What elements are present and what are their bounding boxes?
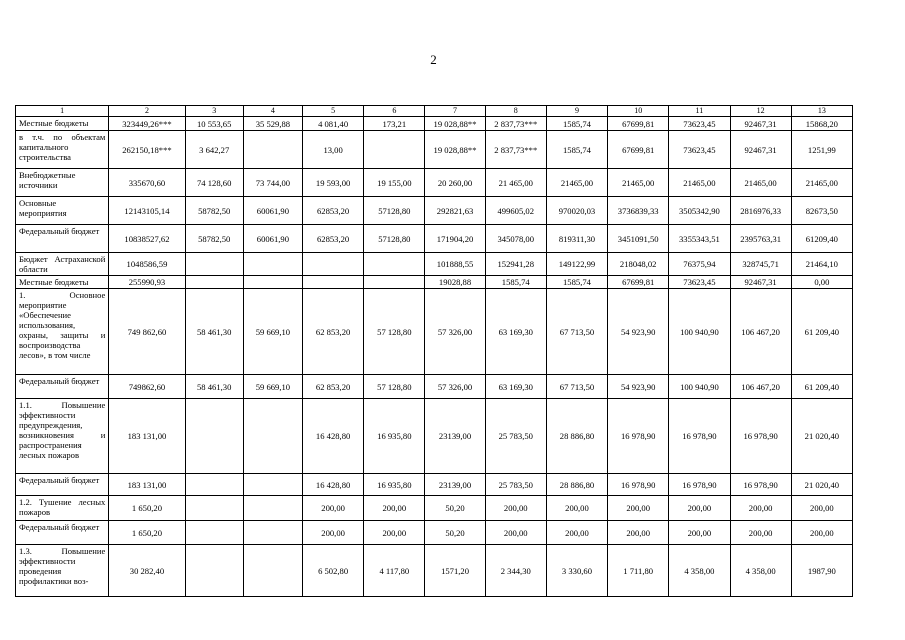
table-cell: 323449,26*** <box>109 117 185 131</box>
table-cell: 16 428,80 <box>303 399 364 474</box>
table-cell: 16 978,90 <box>730 474 791 496</box>
column-header: 10 <box>608 106 669 117</box>
table-cell: 1987,90 <box>791 545 852 597</box>
table-cell: 1585,74 <box>485 276 546 289</box>
table-cell: 4 117,80 <box>364 545 425 597</box>
table-cell: 58 461,30 <box>185 375 243 399</box>
table-cell: 21 020,40 <box>791 399 852 474</box>
table-row <box>16 375 853 399</box>
table-cell: 58782,50 <box>185 197 243 225</box>
table-row <box>16 496 853 521</box>
table-cell: 76375,94 <box>669 253 730 276</box>
table-cell: 0,00 <box>791 276 852 289</box>
table-cell: 292821,63 <box>425 197 485 225</box>
table-cell: 61209,40 <box>791 225 852 253</box>
table-cell: 1585,74 <box>546 117 607 131</box>
table-cell <box>185 474 243 496</box>
table-cell: 2 837,73*** <box>485 131 546 169</box>
table-cell: 54 923,90 <box>608 375 669 399</box>
table-cell: 21465,00 <box>608 169 669 197</box>
table-cell: 200,00 <box>364 521 425 545</box>
table-cell: 200,00 <box>791 496 852 521</box>
table-cell: 82673,50 <box>791 197 852 225</box>
table-cell: 57128,80 <box>364 225 425 253</box>
table-row <box>16 253 853 276</box>
table-cell: 13,00 <box>303 131 364 169</box>
table-cell: 57128,80 <box>364 197 425 225</box>
row-label: Местные бюджеты <box>16 117 109 131</box>
table-cell: 21 020,40 <box>791 474 852 496</box>
row-label: 1.3. Повышение эффективности проведения профилактики воз- <box>16 545 109 597</box>
table-cell: 1571,20 <box>425 545 485 597</box>
table-cell: 183 131,00 <box>109 474 185 496</box>
table-row <box>16 169 853 197</box>
table-cell: 21465,00 <box>791 169 852 197</box>
table-cell: 16 978,90 <box>669 399 730 474</box>
table-cell <box>364 131 425 169</box>
table-cell: 28 886,80 <box>546 399 607 474</box>
table-cell: 63 169,30 <box>485 375 546 399</box>
column-header: 7 <box>425 106 485 117</box>
table-cell: 62853,20 <box>303 225 364 253</box>
table-cell: 19 028,88** <box>425 131 485 169</box>
table-cell: 50,20 <box>425 521 485 545</box>
row-label: Федеральный бюджет <box>16 474 109 496</box>
table-cell: 57 326,00 <box>425 289 485 375</box>
table-cell: 58 461,30 <box>185 289 243 375</box>
header-row <box>16 106 853 117</box>
table-cell: 1 650,20 <box>109 496 185 521</box>
column-header: 6 <box>364 106 425 117</box>
table-cell: 74 128,60 <box>185 169 243 197</box>
table-cell: 6 502,80 <box>303 545 364 597</box>
table-cell: 16 935,80 <box>364 474 425 496</box>
table-cell: 60061,90 <box>243 197 302 225</box>
row-label: Федеральный бюджет <box>16 521 109 545</box>
table-cell: 345078,00 <box>485 225 546 253</box>
table-cell: 16 978,90 <box>608 399 669 474</box>
table-cell: 16 978,90 <box>669 474 730 496</box>
table-cell: 25 783,50 <box>485 399 546 474</box>
table-cell: 106 467,20 <box>730 289 791 375</box>
column-header: 3 <box>185 106 243 117</box>
table-cell <box>185 276 243 289</box>
table-cell: 218048,02 <box>608 253 669 276</box>
table-cell: 10 553,65 <box>185 117 243 131</box>
table-cell: 73 744,00 <box>243 169 302 197</box>
table-cell: 149122,99 <box>546 253 607 276</box>
table-cell <box>243 131 302 169</box>
row-label: Внебюджетные источники <box>16 169 109 197</box>
column-header: 12 <box>730 106 791 117</box>
table-cell: 1585,74 <box>546 276 607 289</box>
table-cell <box>185 496 243 521</box>
column-header: 4 <box>243 106 302 117</box>
table-cell: 4 358,00 <box>669 545 730 597</box>
column-header: 8 <box>485 106 546 117</box>
table-cell: 12143105,14 <box>109 197 185 225</box>
table-cell: 59 669,10 <box>243 289 302 375</box>
table-row <box>16 225 853 253</box>
table-cell: 200,00 <box>669 521 730 545</box>
row-label: Федеральный бюджет <box>16 225 109 253</box>
table-cell: 3736839,33 <box>608 197 669 225</box>
table-cell: 100 940,90 <box>669 375 730 399</box>
table-cell: 21465,00 <box>669 169 730 197</box>
table-cell: 20 260,00 <box>425 169 485 197</box>
table-cell: 970020,03 <box>546 197 607 225</box>
table-cell: 16 978,90 <box>730 399 791 474</box>
row-label: Местные бюджеты <box>16 276 109 289</box>
column-header: 13 <box>791 106 852 117</box>
table-cell: 2 344,30 <box>485 545 546 597</box>
table-cell: 4 358,00 <box>730 545 791 597</box>
column-header: 9 <box>546 106 607 117</box>
table-cell <box>243 496 302 521</box>
table-cell <box>243 474 302 496</box>
table-cell: 67699,81 <box>608 131 669 169</box>
table-cell: 10838527,62 <box>109 225 185 253</box>
table-cell <box>185 399 243 474</box>
table-cell: 16 428,80 <box>303 474 364 496</box>
table-cell: 21464,10 <box>791 253 852 276</box>
row-label: 1.1. Повышение эффективности предупреждения, возникновения и распространения лесных пожаров <box>16 399 109 474</box>
table-cell <box>364 276 425 289</box>
table-cell: 200,00 <box>485 521 546 545</box>
table-cell: 335670,60 <box>109 169 185 197</box>
table-cell: 21465,00 <box>730 169 791 197</box>
table-cell: 200,00 <box>303 496 364 521</box>
table-cell: 63 169,30 <box>485 289 546 375</box>
table-cell: 19028,88 <box>425 276 485 289</box>
table-cell: 25 783,50 <box>485 474 546 496</box>
table-cell: 28 886,80 <box>546 474 607 496</box>
table-cell: 23139,00 <box>425 474 485 496</box>
row-label: 1.2. Тушение лесных пожаров <box>16 496 109 521</box>
table-cell: 50,20 <box>425 496 485 521</box>
table-cell: 19 028,88** <box>425 117 485 131</box>
table-cell: 21465,00 <box>546 169 607 197</box>
table-row <box>16 131 853 169</box>
column-header: 5 <box>303 106 364 117</box>
table-cell: 200,00 <box>669 496 730 521</box>
table-cell: 1048586,59 <box>109 253 185 276</box>
table-cell: 60061,90 <box>243 225 302 253</box>
table-cell: 21 465,00 <box>485 169 546 197</box>
table-cell: 67699,81 <box>608 276 669 289</box>
table-cell <box>185 253 243 276</box>
table-cell: 1585,74 <box>546 131 607 169</box>
table-cell <box>243 399 302 474</box>
table-cell: 255990,93 <box>109 276 185 289</box>
table-cell: 92467,31 <box>730 131 791 169</box>
table-cell: 200,00 <box>608 496 669 521</box>
table-cell: 3355343,51 <box>669 225 730 253</box>
table-row <box>16 197 853 225</box>
table-row <box>16 289 853 375</box>
table-cell <box>243 545 302 597</box>
table-cell: 3505342,90 <box>669 197 730 225</box>
table-row <box>16 276 853 289</box>
table-cell: 35 529,88 <box>243 117 302 131</box>
table-cell: 92467,31 <box>730 276 791 289</box>
table-cell: 73623,45 <box>669 276 730 289</box>
table-cell: 67 713,50 <box>546 375 607 399</box>
table-cell: 57 128,80 <box>364 289 425 375</box>
table-cell: 749862,60 <box>109 375 185 399</box>
table-cell: 1 711,80 <box>608 545 669 597</box>
page-number: 2 <box>430 52 437 67</box>
table-cell: 200,00 <box>303 521 364 545</box>
table-row <box>16 521 853 545</box>
table-cell: 62853,20 <box>303 197 364 225</box>
table-cell <box>364 253 425 276</box>
column-header: 1 <box>16 106 109 117</box>
table-cell <box>185 545 243 597</box>
table-cell <box>185 521 243 545</box>
table-row <box>16 117 853 131</box>
table-cell: 19 155,00 <box>364 169 425 197</box>
table-cell: 61 209,40 <box>791 289 852 375</box>
table-cell: 200,00 <box>791 521 852 545</box>
table-cell: 67699,81 <box>608 117 669 131</box>
table-cell: 1 650,20 <box>109 521 185 545</box>
table-cell: 819311,30 <box>546 225 607 253</box>
row-label: Бюджет Астраханской области <box>16 253 109 276</box>
table-cell <box>243 521 302 545</box>
table-cell: 200,00 <box>364 496 425 521</box>
table-cell <box>243 276 302 289</box>
row-label: Основные мероприятия <box>16 197 109 225</box>
table-cell: 19 593,00 <box>303 169 364 197</box>
table-cell <box>303 276 364 289</box>
table-cell: 152941,28 <box>485 253 546 276</box>
table-cell: 62 853,20 <box>303 289 364 375</box>
table-cell: 2395763,31 <box>730 225 791 253</box>
table-cell: 15868,20 <box>791 117 852 131</box>
table-cell <box>303 253 364 276</box>
table-cell: 2 837,73*** <box>485 117 546 131</box>
row-label: Федеральный бюджет <box>16 375 109 399</box>
table-cell: 3 642,27 <box>185 131 243 169</box>
table-cell: 499605,02 <box>485 197 546 225</box>
table-cell: 171904,20 <box>425 225 485 253</box>
table-cell: 54 923,90 <box>608 289 669 375</box>
table-cell: 749 862,60 <box>109 289 185 375</box>
table-cell: 2816976,33 <box>730 197 791 225</box>
table-cell: 23139,00 <box>425 399 485 474</box>
table-cell: 57 128,80 <box>364 375 425 399</box>
table-cell: 3 330,60 <box>546 545 607 597</box>
table-cell: 106 467,20 <box>730 375 791 399</box>
table-row <box>16 474 853 496</box>
table-row <box>16 545 853 597</box>
table-cell: 16 935,80 <box>364 399 425 474</box>
table-cell: 73623,45 <box>669 117 730 131</box>
table-cell <box>243 253 302 276</box>
table-cell: 200,00 <box>608 521 669 545</box>
table-row <box>16 399 853 474</box>
table-cell: 57 326,00 <box>425 375 485 399</box>
table-cell: 58782,50 <box>185 225 243 253</box>
table-cell: 16 978,90 <box>608 474 669 496</box>
table-cell: 173,21 <box>364 117 425 131</box>
table-cell: 200,00 <box>485 496 546 521</box>
table-cell: 59 669,10 <box>243 375 302 399</box>
table-cell: 100 940,90 <box>669 289 730 375</box>
budget-table <box>15 105 853 597</box>
table-cell: 73623,45 <box>669 131 730 169</box>
column-header: 2 <box>109 106 185 117</box>
table-cell: 1251,99 <box>791 131 852 169</box>
row-label: 1. Основное мероприятие «Обеспечение использования, охраны, защиты и воспроизводства лесов», в том числе <box>16 289 109 375</box>
table-cell: 101888,55 <box>425 253 485 276</box>
row-label: в т.ч. по объектам капитального строительства <box>16 131 109 169</box>
table-cell: 30 282,40 <box>109 545 185 597</box>
table-cell: 62 853,20 <box>303 375 364 399</box>
table-cell: 200,00 <box>546 521 607 545</box>
table-cell: 67 713,50 <box>546 289 607 375</box>
table-cell: 262150,18*** <box>109 131 185 169</box>
table-cell: 61 209,40 <box>791 375 852 399</box>
table-cell: 92467,31 <box>730 117 791 131</box>
table-cell: 4 081,40 <box>303 117 364 131</box>
table-cell: 3451091,50 <box>608 225 669 253</box>
table-cell: 183 131,00 <box>109 399 185 474</box>
table-cell: 328745,71 <box>730 253 791 276</box>
table-cell: 200,00 <box>546 496 607 521</box>
column-header: 11 <box>669 106 730 117</box>
table-cell: 200,00 <box>730 496 791 521</box>
table-cell: 200,00 <box>730 521 791 545</box>
